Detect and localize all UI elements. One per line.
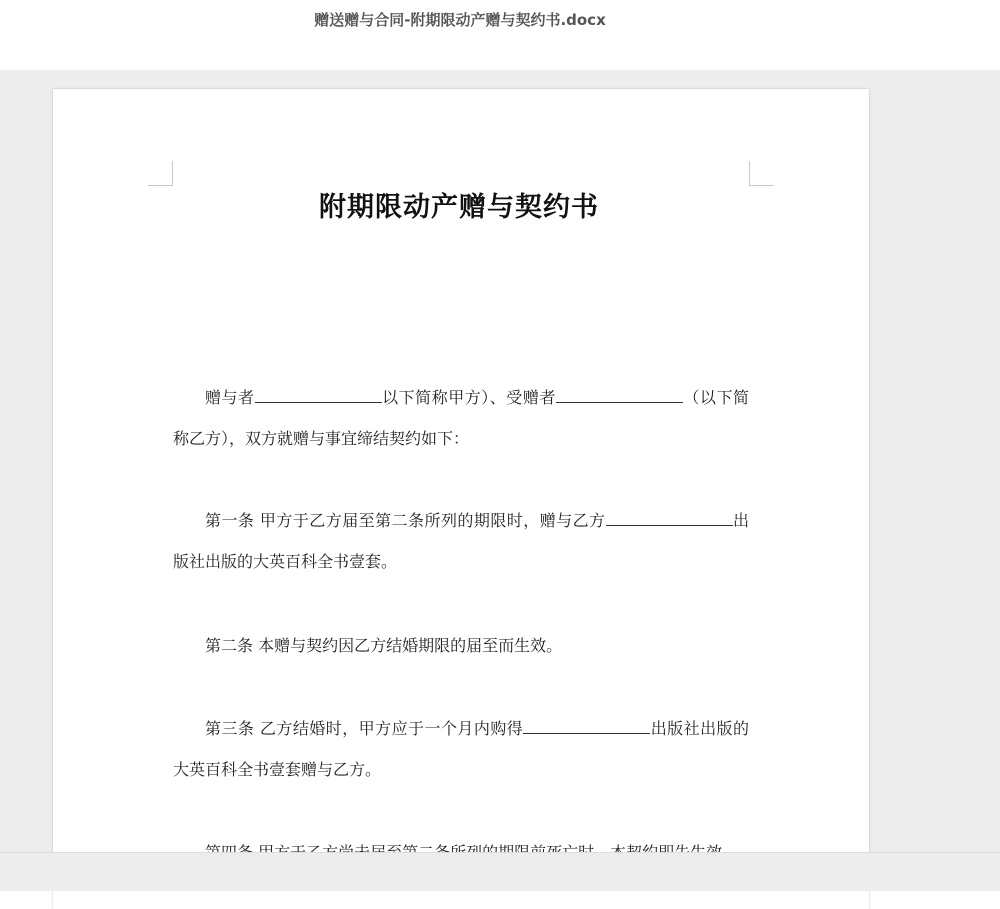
- paragraph-text: （以下简称乙方），双方就赠与事宜缔结契约如下：: [173, 388, 749, 448]
- paragraph-text: 第二条 本赠与契约因乙方结婚期限的届至而生效。: [205, 636, 563, 655]
- fill-blank-line: [255, 401, 382, 403]
- margin-corner-mark-left: [148, 161, 173, 186]
- document-page[interactable]: [53, 89, 869, 909]
- fill-blank-line: [556, 401, 683, 403]
- title-bar: [0, 0, 1000, 70]
- fill-blank-line: [523, 732, 650, 734]
- paragraph-article-3: [173, 708, 749, 790]
- paragraph-article-1: [173, 500, 749, 582]
- document-filename: 赠送赠与合同-附期限动产赠与契约书.docx: [314, 11, 606, 29]
- paragraph-text: 第一条 甲方于乙方届至第二条所列的期限时，赠与乙方: [205, 511, 606, 530]
- document-workspace[interactable]: [0, 70, 1000, 852]
- paragraph-parties: [173, 377, 749, 459]
- fill-blank-line: [606, 524, 733, 526]
- bottom-bar: [0, 852, 1000, 891]
- document-title: 附期限动产赠与契约书: [319, 192, 599, 223]
- paragraph-text: 以下简称甲方）、受赠者: [381, 388, 556, 407]
- paragraph-text: 出版社出版的大英百科全书壹套赠与乙方。: [173, 719, 749, 779]
- paragraph-article-2: [173, 625, 749, 666]
- paragraph-text: 赠与者: [205, 388, 255, 407]
- paragraph-text: 出版社出版的大英百科全书壹套。: [173, 511, 749, 571]
- paragraph-text: 第三条 乙方结婚时，甲方应于一个月内购得: [205, 719, 524, 738]
- margin-corner-mark-right: [749, 161, 774, 186]
